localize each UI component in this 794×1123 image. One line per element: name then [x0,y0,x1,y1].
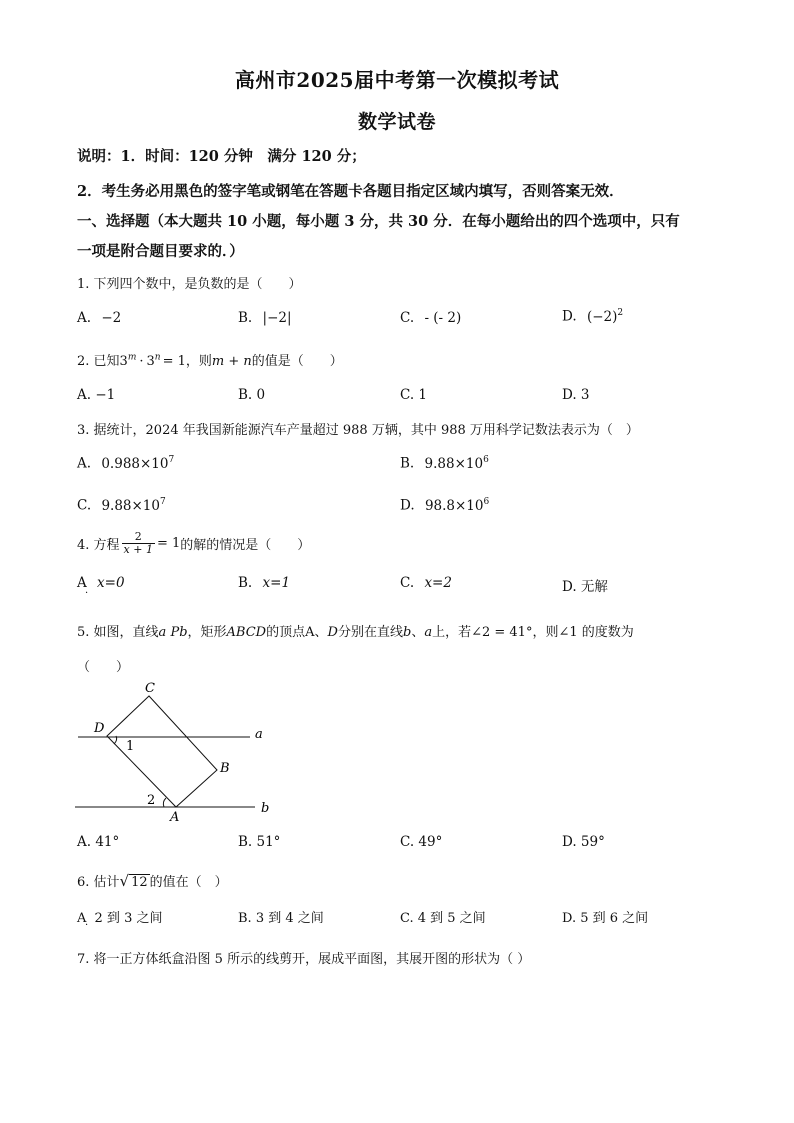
label-c: C [145,681,155,696]
q3-option-d: D. $98.8\times 10^6$ [400,497,490,514]
q6-option-d: D. 5 到 6 之间 [562,911,649,926]
section-heading-line-2: 一项是附合题目要求的．） [77,243,244,260]
q1-option-c: C. - (- 2) [400,310,462,326]
q2-option-c: C. 1 [400,387,428,403]
question-6-stem: 6. 估计√ 12 的值在（ ） [77,872,228,890]
q1-option-b: B. |−2| [238,310,292,326]
question-2-stem: 2. 已知$3^m \cdot 3^n = 1$，则m + n的值是（ ） [77,352,343,369]
angle-2-arc [163,798,166,807]
q5-option-c: C. 49° [400,834,443,850]
q1-option-a: A. −2 [77,310,122,326]
q5-option-a: A. 41° [77,834,120,850]
stray-dot: · [85,588,89,599]
q2-option-b: B. 0 [238,387,266,403]
rectangle-abcd [107,696,217,807]
q4-option-b: B. x=1 [238,575,291,591]
q3-option-c: C. $9.88\times 10^7$ [77,497,166,514]
q5-option-b: B. 51° [238,834,281,850]
rectangle-parallel-lines-figure [70,678,280,828]
label-line-b: b [261,801,270,816]
q2-option-d: D. 3 [562,387,590,403]
stray-dot: · [85,920,89,931]
instruction-line-2: 2．考生务必用黑色的签字笔或钢笔在答题卡各题目指定区域内填写，否则答案无效． [77,183,624,200]
section-heading-line-1: 一、选择题（本大题共 10 小题，每小题 3 分，共 30 分．在每小题给出的四个选项中，只有 [77,213,680,230]
q4-option-a: A x=0 [77,575,125,591]
exam-title: 高州市2025届中考第一次模拟考试 [234,68,560,92]
label-d: D [94,721,105,736]
question-1-stem: 1. 下列四个数中，是负数的是（ ） [77,277,302,292]
label-b-vertex: B [220,761,230,776]
q4-option-d: D. 无解 [562,579,608,595]
q5-option-d: D. 59° [562,834,605,850]
question-4-stem: 4. 方程 $\frac{2}{x + 1}$ = 1的解的情况是（ ） [77,530,311,556]
question-7-stem: 7. 将一正方体纸盒沿图 5 所示的线剪开，展成平面图，其展开图的形状为（ ） [77,952,531,967]
fraction: $\frac{2}{x + 1}$ [123,530,153,556]
q3-option-b: B. $9.88\times 10^6$ [400,455,489,472]
q2-option-a: A. −1 [77,387,116,403]
instruction-line-1: 说明：1．时间：120 分钟 满分 120 分； [77,148,366,165]
exam-subtitle: 数学试卷 [357,111,436,133]
question-5-stem: 5. 如图，直线a Pb，矩形ABCD的顶点A、D分别在直线b、a上，若∠2 = 41°，则∠1 的度数为 [77,625,634,640]
q4-option-c: C. x=2 [400,575,452,591]
label-angle-2: 2 [147,793,156,808]
question-5-paren: （ ） [77,660,130,675]
question-3-stem: 3. 据统计，2024 年我国新能源汽车产量超过 988 万辆，其中 988 万用科学记数法表示为（ ） [77,423,639,438]
q6-option-a: A 2 到 3 之间 [77,911,163,926]
q3-option-a: A. $0.988\times 10^7$ [77,455,175,472]
label-line-a: a [255,727,263,742]
q6-option-b: B. 3 到 4 之间 [238,911,324,926]
label-a-vertex: A [170,810,180,825]
q6-option-c: C. 4 到 5 之间 [400,911,486,926]
label-angle-1: 1 [126,739,135,754]
q1-option-d: D. $(-2)^2$ [562,308,624,325]
